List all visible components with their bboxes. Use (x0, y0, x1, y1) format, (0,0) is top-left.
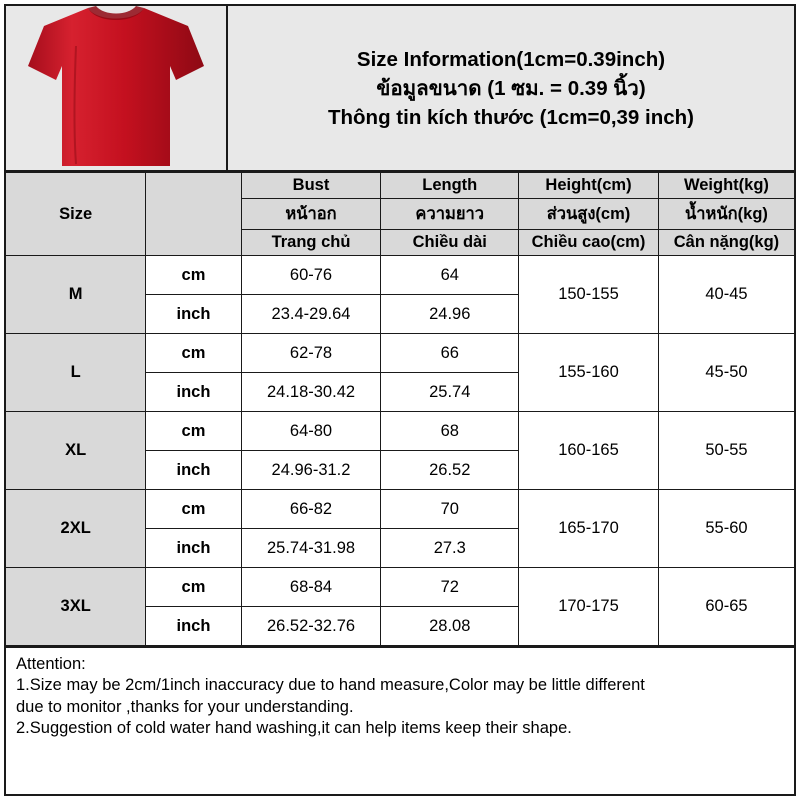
col-length-vi: Chiều dài (381, 230, 519, 256)
col-length-en: Length (381, 173, 519, 199)
unit-cm: cm (146, 412, 241, 451)
unit-cm: cm (146, 256, 241, 295)
weight-2xl: 55-60 (658, 490, 794, 568)
length-in-m: 24.96 (381, 295, 519, 334)
chart-header (6, 6, 794, 172)
length-cm-xl: 68 (381, 412, 519, 451)
table-row (6, 256, 794, 295)
table-header-row-en (6, 173, 794, 199)
bust-cm-3xl: 68-84 (241, 568, 381, 607)
col-height-en: Height(cm) (519, 173, 659, 199)
size-label: Size (6, 173, 146, 256)
size-chart (4, 4, 796, 796)
col-bust-th: หน้าอก (241, 199, 381, 230)
unit-inch: inch (146, 529, 241, 568)
unit-inch: inch (146, 451, 241, 490)
table-row (6, 490, 794, 529)
length-cm-m: 64 (381, 256, 519, 295)
col-bust-vi: Trang chủ (241, 230, 381, 256)
length-in-2xl: 27.3 (381, 529, 519, 568)
title-th: ข้อมูลขนาด (1 ซม. = 0.39 นิ้ว) (376, 76, 646, 100)
bust-cm-xl: 64-80 (241, 412, 381, 451)
attention-line-1: 1.Size may be 2cm/1inch inaccuracy due to hand measure,Color may be little different (16, 676, 645, 695)
col-bust-en: Bust (241, 173, 381, 199)
length-cm-2xl: 70 (381, 490, 519, 529)
size-name-m: M (6, 256, 146, 334)
bust-in-xl: 24.96-31.2 (241, 451, 381, 490)
attention-line-2: due to monitor ,thanks for your understanding. (16, 697, 354, 716)
attention-line-3: 2.Suggestion of cold water hand washing,it can help items keep their shape. (16, 719, 572, 738)
product-image-cell (6, 6, 228, 170)
title-vi: Thông tin kích thước (1cm=0,39 inch) (327, 105, 695, 129)
bust-in-3xl: 26.52-32.76 (241, 607, 381, 646)
title-en: Size Information(1cm=0.39inch) (356, 47, 666, 71)
table-row (6, 334, 794, 373)
unit-column-header (146, 173, 241, 256)
bust-cm-m: 60-76 (241, 256, 381, 295)
length-in-l: 25.74 (381, 373, 519, 412)
size-name-l: L (6, 334, 146, 412)
length-cm-l: 66 (381, 334, 519, 373)
col-weight-en: Weight(kg) (658, 173, 794, 199)
unit-cm: cm (146, 334, 241, 373)
col-length-th: ความยาว (381, 199, 519, 230)
height-xl: 160-165 (519, 412, 659, 490)
chart-title-block (228, 6, 794, 170)
unit-inch: inch (146, 295, 241, 334)
unit-cm: cm (146, 490, 241, 529)
height-2xl: 165-170 (519, 490, 659, 568)
unit-inch: inch (146, 607, 241, 646)
bust-in-l: 24.18-30.42 (241, 373, 381, 412)
unit-cm: cm (146, 568, 241, 607)
unit-inch: inch (146, 373, 241, 412)
bust-cm-2xl: 66-82 (241, 490, 381, 529)
height-m: 150-155 (519, 256, 659, 334)
col-weight-vi: Cân nặng(kg) (658, 230, 794, 256)
weight-xl: 50-55 (658, 412, 794, 490)
measurements-table (6, 172, 794, 646)
attention-block (6, 648, 794, 794)
bust-in-m: 23.4-29.64 (241, 295, 381, 334)
size-name-2xl: 2XL (6, 490, 146, 568)
weight-3xl: 60-65 (658, 568, 794, 646)
measurements-table-wrap (6, 172, 794, 648)
length-cm-3xl: 72 (381, 568, 519, 607)
table-row (6, 412, 794, 451)
col-height-th: ส่วนสูง(cm) (519, 199, 659, 230)
bust-in-2xl: 25.74-31.98 (241, 529, 381, 568)
table-row (6, 568, 794, 607)
bust-cm-l: 62-78 (241, 334, 381, 373)
col-weight-th: น้ำหนัก(kg) (658, 199, 794, 230)
col-height-vi: Chiều cao(cm) (519, 230, 659, 256)
height-l: 155-160 (519, 334, 659, 412)
length-in-xl: 26.52 (381, 451, 519, 490)
attention-heading: Attention: (16, 655, 86, 673)
weight-l: 45-50 (658, 334, 794, 412)
height-3xl: 170-175 (519, 568, 659, 646)
size-name-xl: XL (6, 412, 146, 490)
length-in-3xl: 28.08 (381, 607, 519, 646)
weight-m: 40-45 (658, 256, 794, 334)
size-name-3xl: 3XL (6, 568, 146, 646)
